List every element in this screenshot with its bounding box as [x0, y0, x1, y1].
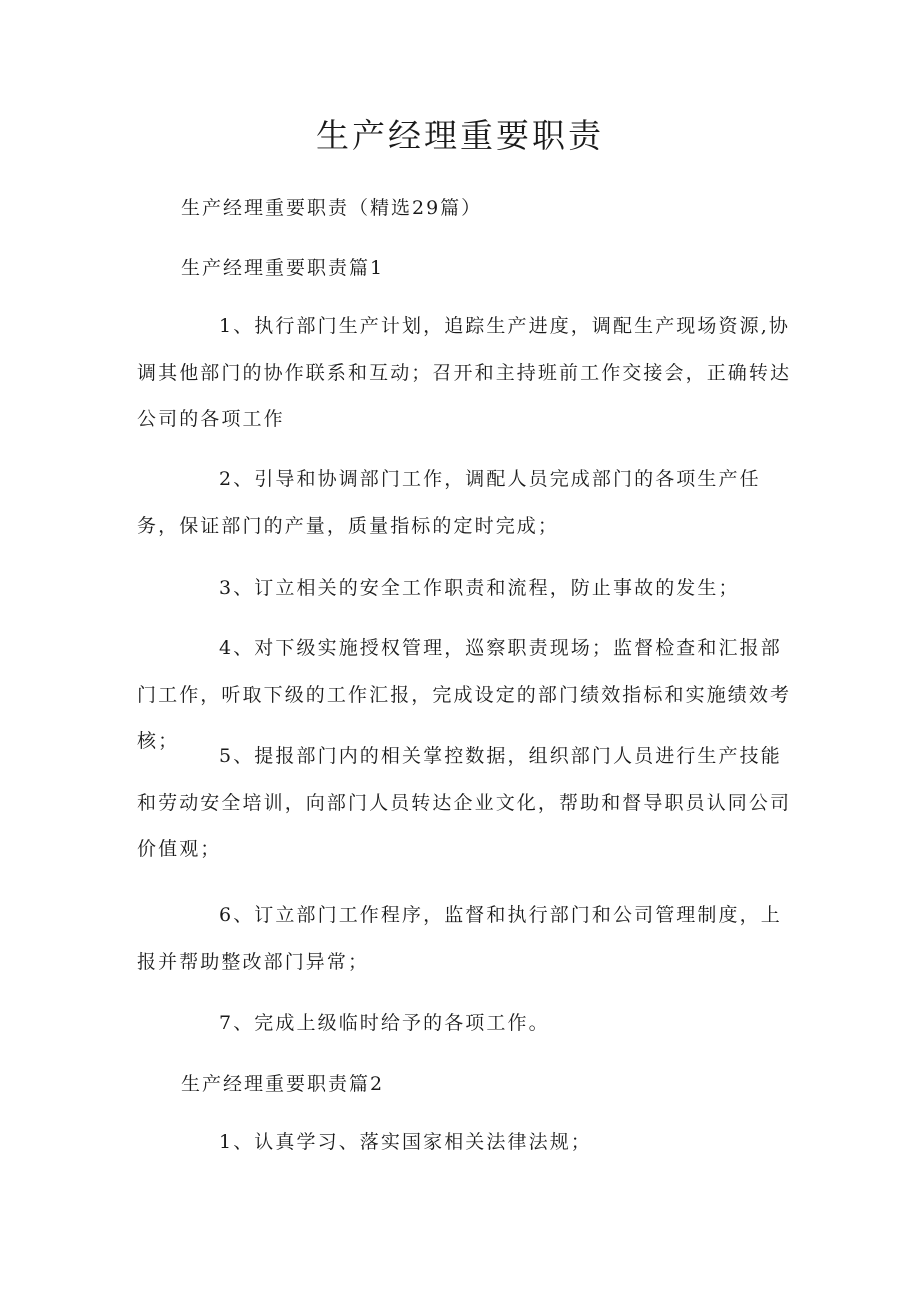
- section-heading-1: 生产经理重要职责篇1: [181, 257, 385, 279]
- section-heading-2: 生产经理重要职责篇2: [181, 1073, 385, 1095]
- section-2-item-1: 1、认真学习、落实国家相关法律法规；: [219, 1131, 592, 1153]
- section-1-item-2: 2、引导和协调部门工作，调配人员完成部门的各项生产任务，保证部门的产量，质量指标的定时完成；: [137, 468, 761, 537]
- section-1-item-7: 7、完成上级临时给予的各项工作。: [219, 1012, 550, 1034]
- section-1-item-5: 5、提报部门内的相关掌控数据，组织部门人员进行生产技能和劳动安全培训，向部门人员转达企业文化，帮助和督导职员认同公司价值观；: [137, 745, 792, 860]
- section-1-item-6: 6、订立部门工作程序，监督和执行部门和公司管理制度，上报并帮助整改部门异常；: [137, 904, 782, 973]
- section-1-item-1: 1、执行部门生产计划，追踪生产进度，调配生产现场资源,协调其他部门的协作联系和互动；召开和主持班前工作交接会，正确转达公司的各项工作: [137, 315, 792, 430]
- section-1-item-4: 4、对下级实施授权管理，巡察职责现场；监督检查和汇报部门工作，听取下级的工作汇报，完成设定的部门绩效指标和实施绩效考核；: [137, 637, 792, 752]
- page-title: 生产经理重要职责: [316, 116, 604, 155]
- section-1-item-3: 3、订立相关的安全工作职责和流程，防止事故的发生；: [219, 577, 740, 599]
- document-subtitle: 生产经理重要职责（精选29篇）: [181, 197, 483, 219]
